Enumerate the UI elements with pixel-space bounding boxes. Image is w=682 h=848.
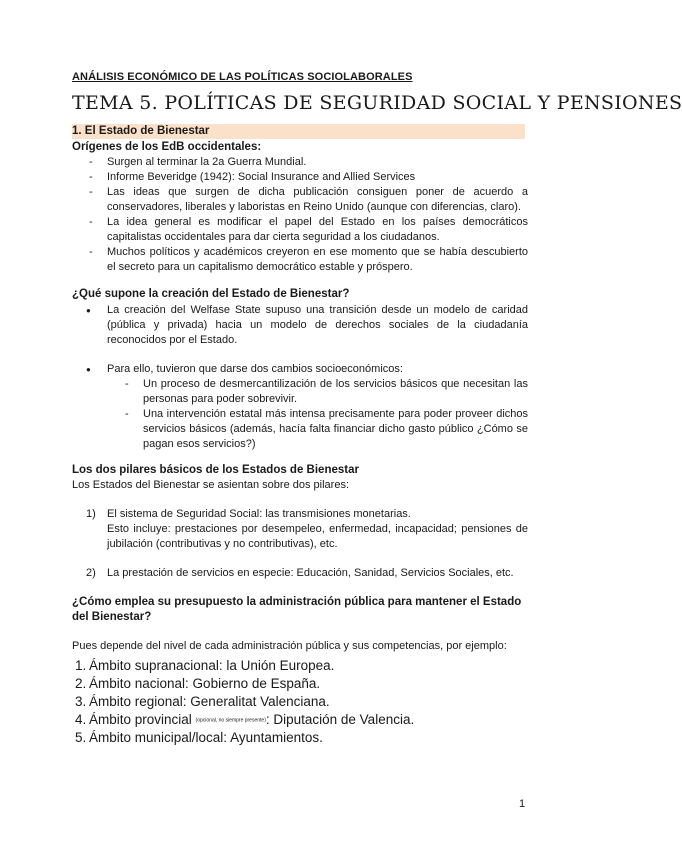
list-number: 1) (86, 508, 96, 520)
list-item: 3. Ámbito regional: Generalitat Valenciana. (75, 694, 330, 709)
origenes-list (72, 155, 528, 275)
list-item: - Las ideas que surgen de dicha publicación consiguen poner de acuerdo a conservadores, liberales y laboristas en Reino Unido (aunque con diferencias, claro). (72, 185, 528, 215)
ambitos-list (72, 657, 528, 747)
presupuesto-intro: Pues depende del nivel de cada administración pública y sus competencias, por ejemplo: (72, 640, 507, 652)
list-item: - La idea general es modificar el papel del Estado en los países democráticos capitalistas occidentales para dar cierta seguridad a los ciudadanos. (72, 215, 528, 245)
optional-note: (opcional, no siempre presente) (195, 717, 266, 724)
section-heading-estado-bienestar: 1. El Estado de Bienestar (72, 124, 525, 139)
list-item: - Informe Beveridge (1942): Social Insurance and Allied Services (72, 170, 528, 185)
list-item: 5. Ámbito municipal/local: Ayuntamientos. (75, 730, 323, 746)
list-item: - Muchos políticos y académicos creyeron en ese momento que se había descubierto el secreto para un capitalismo democrático estable y próspero. (72, 245, 528, 275)
list-item (72, 507, 528, 552)
pilares-heading: Los dos pilares básicos de los Estados de Bienestar (72, 464, 359, 476)
presupuesto-heading: ¿Cómo emplea su presupuesto la administración pública para mantener el Estado del Bienestar? (72, 596, 522, 623)
list-item: ● Para ello, tuvieron que darse dos cambios socioeconómicos: (72, 362, 528, 377)
pilares-list (72, 507, 528, 581)
pilar-2-title: La prestación de servicios en especie: Educación, Sanidad, Servicios Sociales, etc. (107, 567, 514, 579)
supone-sub-list (72, 377, 528, 452)
origenes-block (72, 140, 528, 275)
pilar-1-detail: Esto incluye: prestaciones por desempeleo, enfermedad, incapacidad; pensiones de jubilación (contributivas y no contributivas), etc. (107, 523, 528, 550)
list-item: - Un proceso de desmercantilización de los servicios básicos que necesitan las personas para poder sobrevivir. (72, 377, 528, 407)
pilares-intro: Los Estados del Bienestar se asientan sobre dos pilares: (72, 479, 349, 491)
origenes-heading: Orígenes de los EdB occidentales: (72, 141, 262, 153)
supone-block (72, 287, 528, 452)
list-item: ● La creación del Welfase State supuso una transición desde un modelo de caridad (pública y privada) hacia un modelo de derechos sociales de la ciudadanía reconocidos por el Estado. (72, 303, 528, 348)
list-item: 2. Ámbito nacional: Gobierno de España. (75, 676, 321, 691)
list-item: - Surgen al terminar la 2a Guerra Mundial. (72, 155, 528, 170)
tema-title: TEMA 5. POLÍTICAS DE SEGURIDAD SOCIAL Y PENSIONES (72, 92, 682, 114)
list-item: 4. Ámbito provincial (opcional, no siempre presente): Diputación de Valencia. (75, 712, 415, 727)
presupuesto-block (72, 595, 528, 747)
list-number: 2) (86, 567, 96, 579)
list-item: 1. Ámbito supranacional: la Unión Europea. (75, 658, 335, 673)
page-number: 1 (519, 798, 526, 810)
list-item: - Una intervención estatal más intensa precisamente para poder proveer dichos servicios básicos (además, hacía falta financiar dicho gasto público ¿Cómo se pagan esos servicios?) (72, 407, 528, 452)
supone-bullet-list (72, 303, 528, 377)
pilares-block (72, 463, 528, 581)
pilar-1-title: El sistema de Seguridad Social: las transmisiones monetarias. (107, 508, 411, 520)
subject-title: ANÁLISIS ECONÓMICO DE LAS POLÍTICAS SOCIOLABORALES (72, 71, 413, 83)
supone-heading: ¿Qué supone la creación del Estado de Bienestar? (72, 288, 350, 300)
list-item (72, 566, 528, 581)
